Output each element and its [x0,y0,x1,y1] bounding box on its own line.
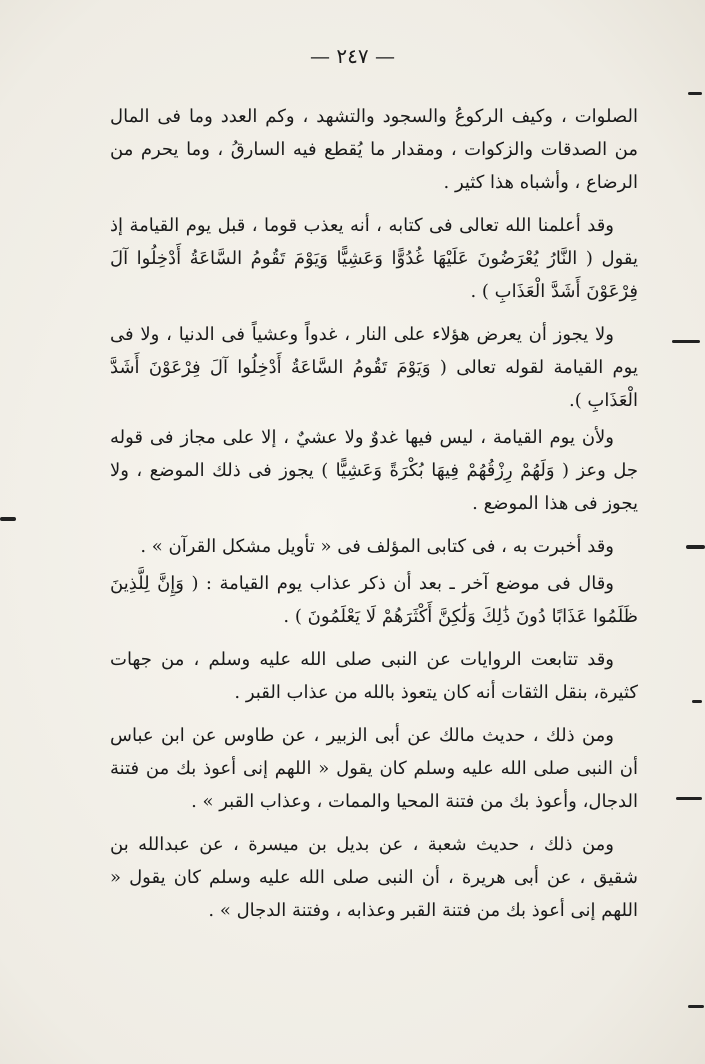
page-number: — ٢٤٧ — [310,44,395,68]
paragraph-3: ولا يجوز أن يعرض هؤلاء على النار ، غدواً وعشياً فى الدنيا ، ولا فى يوم القيامة لقوله تعالى ( وَيَوْمَ تَقُومُ السَّاعَةُ أَدْخِلُوا آلَ فِرْعَوْنَ أَشَدَّ الْعَذَابِ ). [110,324,638,411]
binding-edge-mark [686,545,705,549]
paragraph-5: وقد أخبرت به ، فى كتابى المؤلف فى « تأويل مشكل القرآن » . [140,536,614,557]
paragraph-2: وقد أعلمنا الله تعالى فى كتابه ، أنه يعذب قوما ، قبل يوم القيامة إذ يقول ( النَّارُ يُعْرَضُونَ عَلَيْهَا غُدُوًّا وَعَشِيًّا وَيَوْمَ تَقُومُ السَّاعَةُ أَدْخِلُوا آلَ فِرْعَوْنَ أَشَدَّ الْعَذَابِ ) . [110,215,638,302]
binding-edge-mark [692,700,702,703]
body-text [110,100,638,937]
binding-edge-mark [688,92,702,95]
paragraph-7: وقد تتابعت الروايات عن النبى صلى الله عليه وسلم ، من جهات كثيرة، بنقل الثقات أنه كان يتعوذ بالله من عذاب القبر . [110,649,638,703]
paragraph-6: وقال فى موضع آخر ـ بعد أن ذكر عذاب يوم القيامة : ( وَإِنَّ لِلَّذِينَ ظَلَمُوا عَذَابًا دُونَ ذَٰلِكَ وَلَٰكِنَّ أَكْثَرَهُمْ لَا يَعْلَمُونَ ) . [110,573,638,627]
paragraph-8: ومن ذلك ، حديث مالك عن أبى الزبير ، عن طاوس عن ابن عباس أن النبى صلى الله عليه وسلم كان يقول « اللهم إنى أعوذ بك من فتنة الدجال، وأعوذ بك من فتنة المحيا والممات ، وعذاب القبر » . [110,725,638,812]
binding-edge-mark [0,517,16,521]
paragraph-1: الصلوات ، وكيف الركوعُ والسجود والتشهد ، وكم العدد وما فى المال من الصدقات والزكوات ، ومقدار ما يُقطع فيه السارقُ ، وما يحرم من الرضاع ، وأشباه هذا كثير . [110,106,638,193]
paragraph-4: ولأن يوم القيامة ، ليس فيها غدوٌ ولا عشيٌ ، إلا على مجاز فى قوله جل وعز ( وَلَهُمْ رِزْقُهُمْ فِيهَا بُكْرَةً وَعَشِيًّا ) يجوز فى ذلك الموضع ، ولا يجوز فى هذا الموضع . [110,427,638,514]
binding-edge-mark [688,1005,704,1008]
paragraph-9: ومن ذلك ، حديث شعبة ، عن بديل بن ميسرة ، عن عبدالله بن شقيق ، عن أبى هريرة ، أن النبى صلى الله عليه وسلم كان يقول « اللهم إنى أعوذ بك من فتنة القبر وعذابه ، وفتنة الدجال » . [110,834,638,921]
binding-edge-mark [676,797,702,800]
binding-edge-mark [672,340,700,343]
